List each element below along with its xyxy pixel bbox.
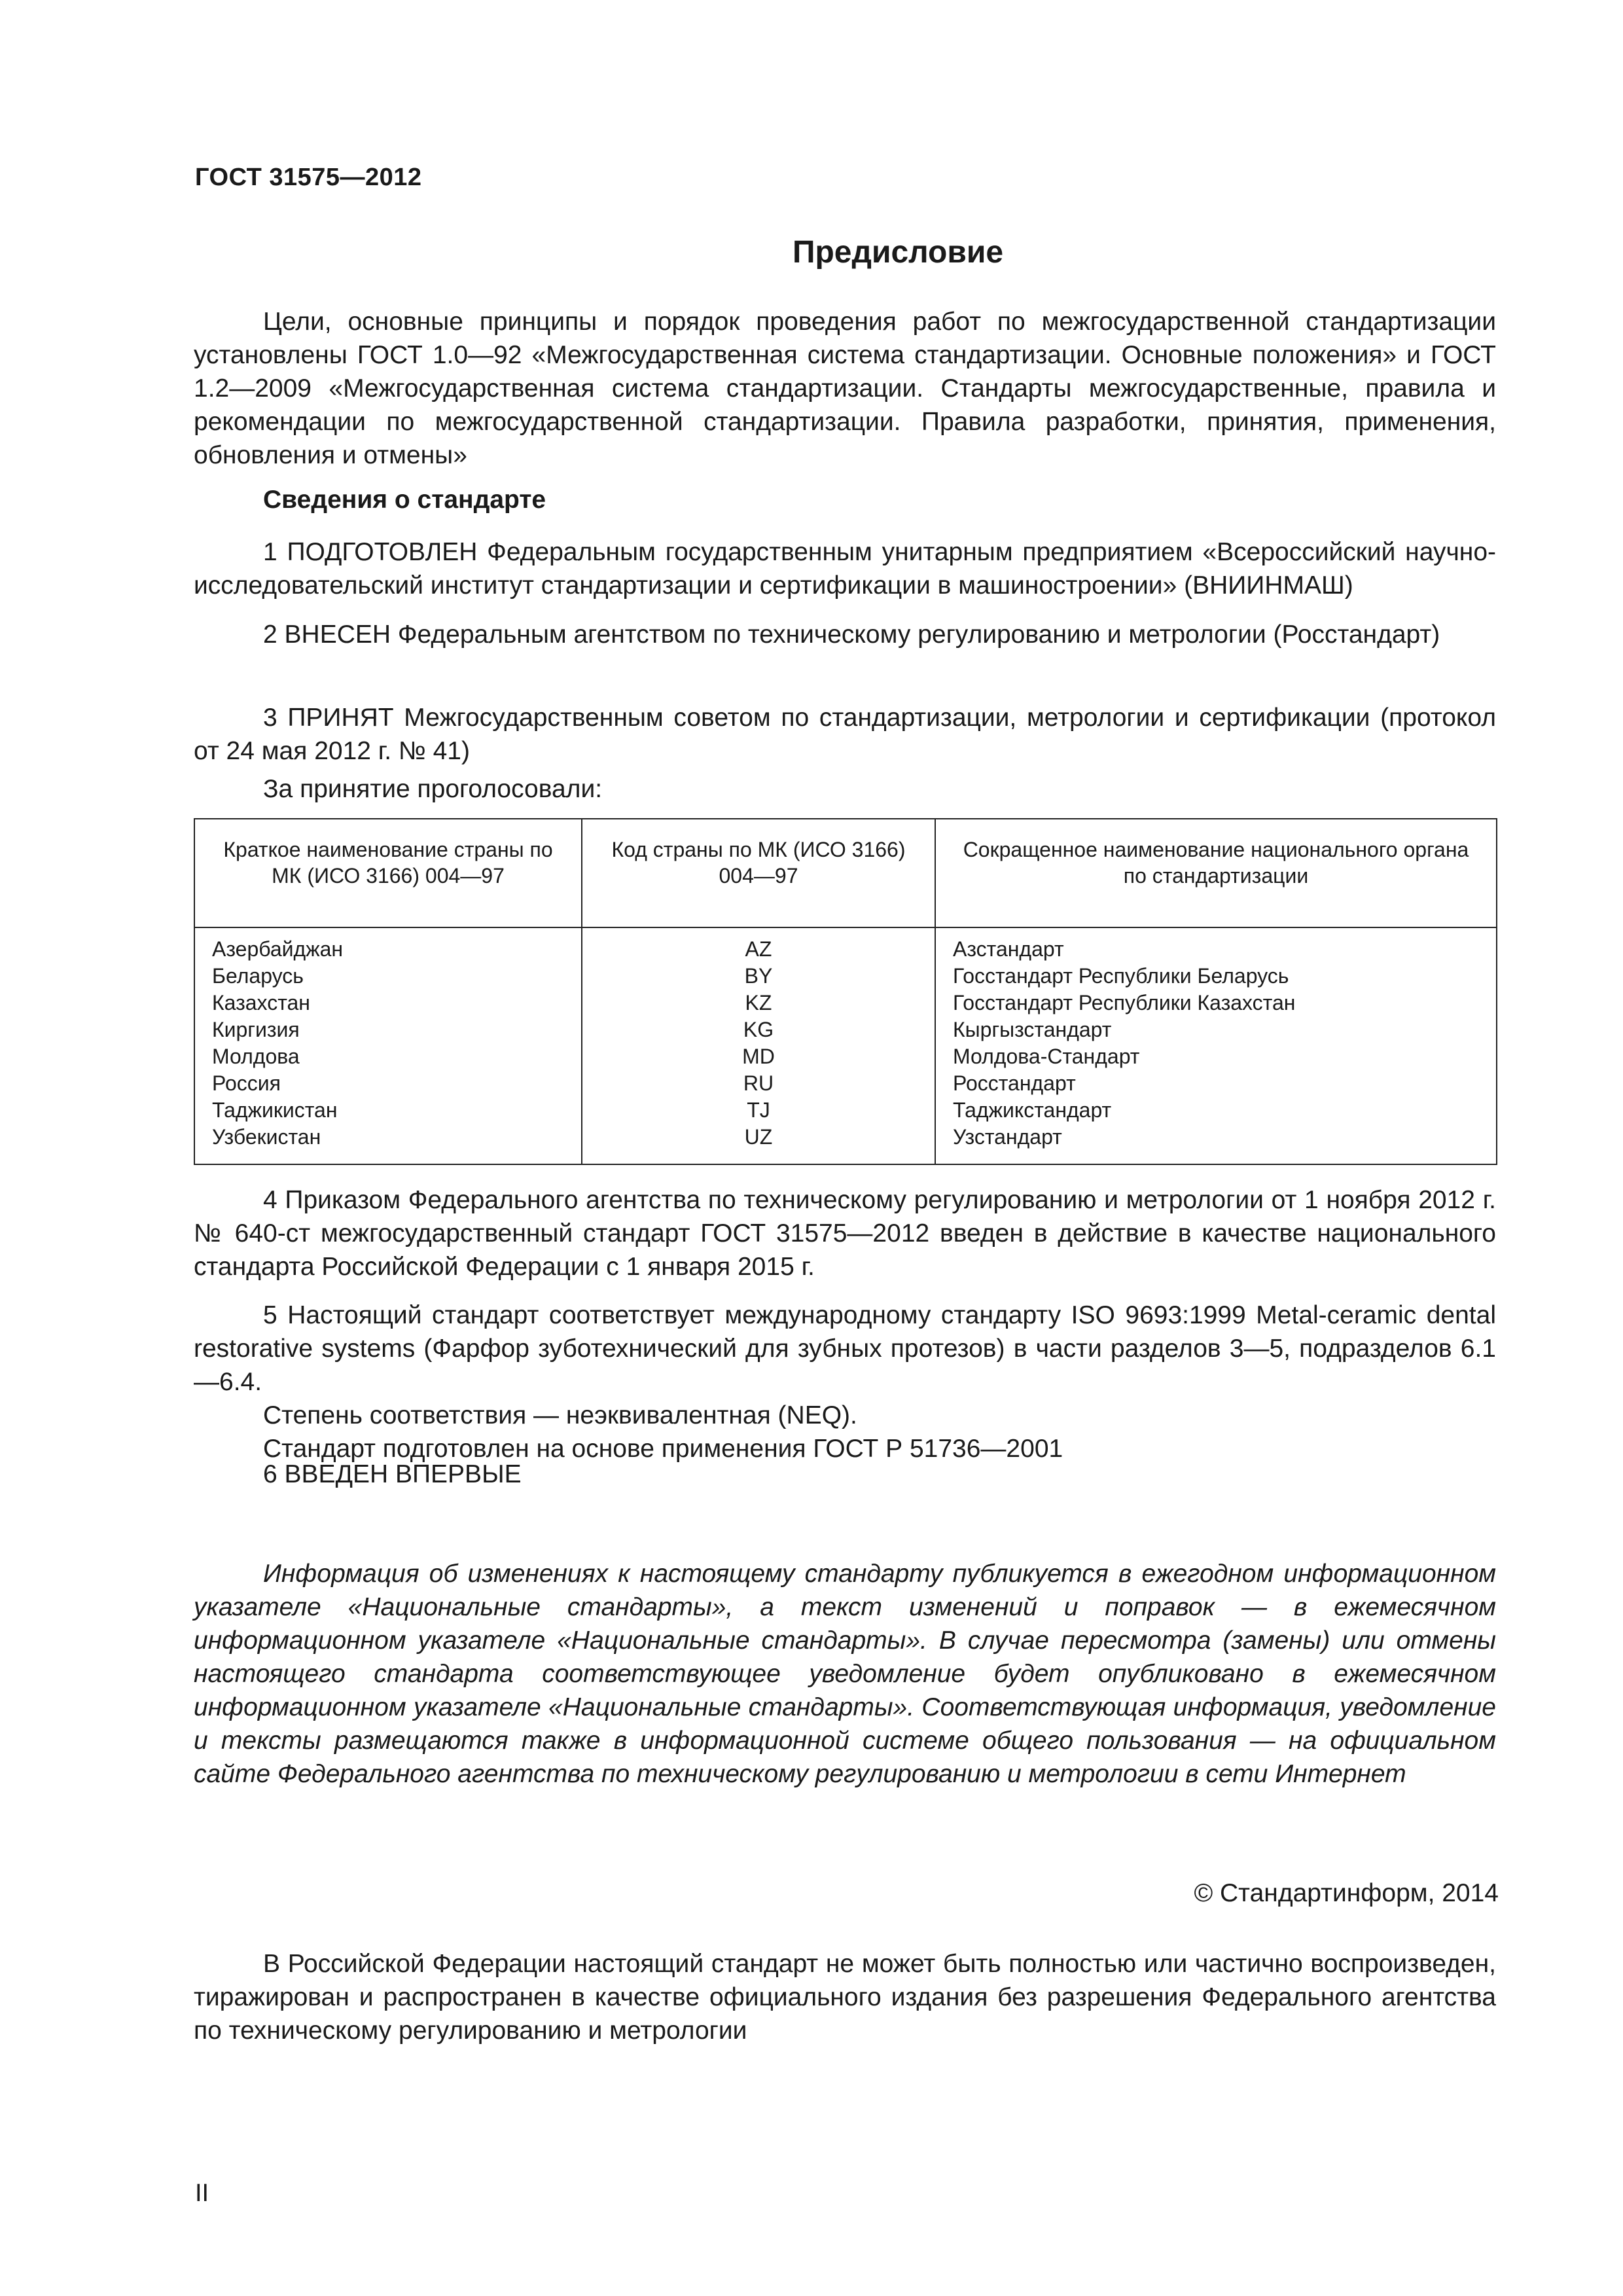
- header-standards-body: Сокращенное наименование национального органа по стандартизации: [935, 819, 1497, 927]
- standards-body: Росстандарт: [935, 1070, 1497, 1097]
- header-country-code: Код страны по МК (ИСО 3166) 004—97: [582, 819, 935, 927]
- item-2: 2 ВНЕСЕН Федеральным агентством по техническому регулированию и метрологии (Росстандарт): [263, 620, 1440, 649]
- table-row: [194, 1016, 1497, 1043]
- standards-body: Азстандарт: [935, 927, 1497, 963]
- country-code: RU: [582, 1070, 935, 1097]
- country-code: KG: [582, 1016, 935, 1043]
- voting-table: [194, 818, 1497, 1165]
- table-row: [194, 1097, 1497, 1124]
- standards-body: Узстандарт: [935, 1124, 1497, 1164]
- voted-caption: За принятие проголосовали:: [263, 775, 603, 803]
- copyright: © Стандартинформ, 2014: [1194, 1879, 1499, 1907]
- rights-notice: В Российской Федерации настоящий стандарт не может быть полностью или частично воспроизведен, тиражирован и распространен в качестве официального издания без разрешения Федерального агентства по техническому регулированию и метрологии: [194, 1950, 1496, 2045]
- item-5-block: [194, 1299, 1496, 1465]
- item-5-basis: Стандарт подготовлен на основе применения ГОСТ Р 51736—2001: [263, 1435, 1063, 1463]
- standards-body: Госстандарт Республики Беларусь: [935, 963, 1497, 990]
- table-row: [194, 927, 1497, 963]
- title-text: Предисловие: [792, 235, 1004, 270]
- table-row: [194, 963, 1497, 990]
- intro-block: [194, 305, 1496, 472]
- item-6-block: [194, 1458, 1496, 1491]
- item-3-block: [194, 701, 1496, 768]
- country-name: Киргизия: [194, 1016, 582, 1043]
- standards-body: Молдова-Стандарт: [935, 1043, 1497, 1070]
- rights-block: [194, 1947, 1496, 2047]
- country-name: Россия: [194, 1070, 582, 1097]
- table-header-row: [194, 819, 1497, 927]
- country-name: Узбекистан: [194, 1124, 582, 1164]
- standards-body: Таджикстандарт: [935, 1097, 1497, 1124]
- item-5: 5 Настоящий стандарт соответствует международному стандарту ISO 9693:1999 Metal-ceramic dental restorative systems (Фарфор зуботехнический для зубных протезов) в части разделов 3—5, подразделов 6.1—6.4.: [194, 1301, 1496, 1396]
- country-name: Беларусь: [194, 963, 582, 990]
- item-1: 1 ПОДГОТОВЛЕН Федеральным государственным унитарным предприятием «Всероссийский научно-исследовательский институт стандартизации и сертификации в машиностроении» (ВНИИНМАШ): [194, 538, 1496, 600]
- intro-paragraph: Цели, основные принципы и порядок проведения работ по межгосударственной стандартизации установлены ГОСТ 1.0—92 «Межгосударственная система стандартизации. Основные положения» и ГОСТ 1.2—2009 «Межгосударственная система стандартизации. Стандарты межгосударственные, правила и рекомендации по межгосударственной стандартизации. Правила разработки, принятия, применения, обновления и отмены»: [194, 308, 1496, 469]
- item-5-degree: Степень соответствия — неэквивалентная (NEQ).: [263, 1401, 857, 1429]
- table-row: [194, 1043, 1497, 1070]
- table-row: [194, 990, 1497, 1016]
- standards-body: Кыргызстандарт: [935, 1016, 1497, 1043]
- section-heading-block: [194, 483, 1496, 516]
- header-country-name: Краткое наименование страны по МК (ИСО 3166) 004—97: [194, 819, 582, 927]
- info-notice: Информация об изменениях к настоящему стандарту публикуется в ежегодном информационном указателе «Национальные стандарты», а текст изменений и поправок — в ежемесячном информационном указателе «Национальные стандарты». В случае пересмотра (замены) или отмены настоящего стандарта соответствующее уведомление будет опубликовано в ежемесячном информационном указателе «Национальные стандарты». Соответствующая информация, уведомление и тексты размещаются также в информационной системе общего пользования — на официальном сайте Федерального агентства по техническому регулированию и метрологии в сети Интернет: [194, 1560, 1496, 1788]
- country-code: UZ: [582, 1124, 935, 1164]
- country-code: AZ: [582, 927, 935, 963]
- item-3: 3 ПРИНЯТ Межгосударственным советом по стандартизации, метрологии и сертификации (протокол от 24 мая 2012 г. № 41): [194, 704, 1496, 765]
- page-title: [0, 234, 1623, 270]
- country-name: Таджикистан: [194, 1097, 582, 1124]
- country-code: MD: [582, 1043, 935, 1070]
- voted-block: [194, 772, 1496, 806]
- item-2-block: [194, 618, 1496, 651]
- item-1-block: [194, 535, 1496, 602]
- country-name: Молдова: [194, 1043, 582, 1070]
- item-6: 6 ВВЕДЕН ВПЕРВЫЕ: [263, 1460, 522, 1488]
- country-code: BY: [582, 963, 935, 990]
- item-4-block: [194, 1183, 1496, 1283]
- standards-body: Госстандарт Республики Казахстан: [935, 990, 1497, 1016]
- info-notice-block: [194, 1557, 1496, 1791]
- country-code: TJ: [582, 1097, 935, 1124]
- document-code: ГОСТ 31575—2012: [195, 164, 422, 191]
- table-row: [194, 1124, 1497, 1164]
- country-code: KZ: [582, 990, 935, 1016]
- page-number: II: [195, 2179, 209, 2207]
- section-heading: Сведения о стандарте: [263, 486, 546, 514]
- item-4: 4 Приказом Федерального агентства по техническому регулированию и метрологии от 1 ноября 2012 г. № 640-ст межгосударственный стандарт ГОСТ 31575—2012 введен в действие в качестве национального стандарта Российской Федерации с 1 января 2015 г.: [194, 1186, 1496, 1281]
- table-row: [194, 1070, 1497, 1097]
- country-name: Казахстан: [194, 990, 582, 1016]
- country-name: Азербайджан: [194, 927, 582, 963]
